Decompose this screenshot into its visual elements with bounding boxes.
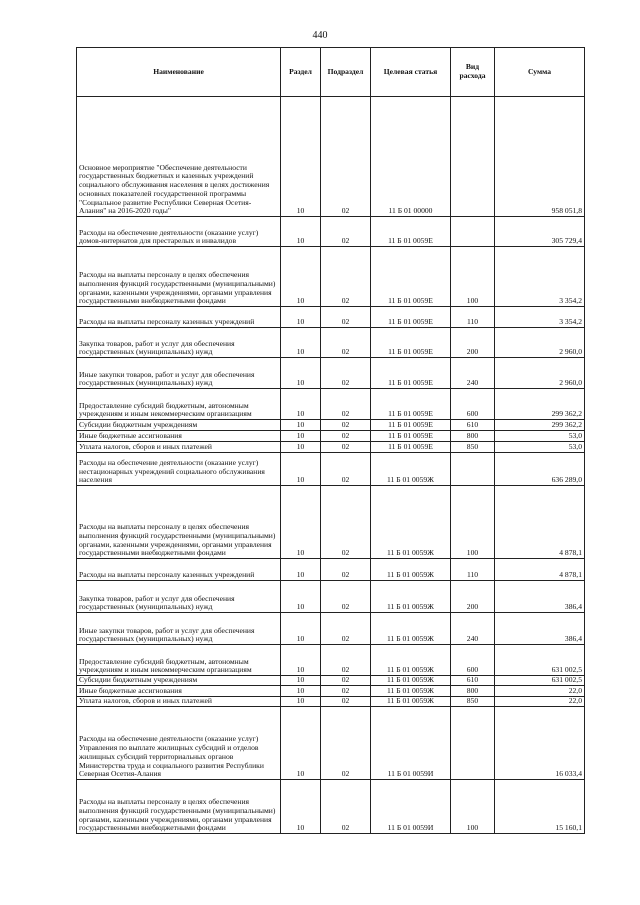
cell-subsection: 02 xyxy=(321,389,371,420)
cell-name: Расходы на обеспечение деятельности (оказание услуг) Управления по выплате жилищных субсидий и отделов жилищных субсидий территориальных органов Министерства труда и социального развития Республики Северная Осетия-Алания xyxy=(77,707,281,780)
col-header-subsection: Подраздел xyxy=(321,48,371,97)
cell-name: Уплата налогов, сборов и иных платежей xyxy=(77,697,281,707)
table-row xyxy=(77,420,585,431)
table-row xyxy=(77,697,585,707)
cell-section: 10 xyxy=(281,676,321,686)
cell-exptype: 240 xyxy=(451,613,495,645)
cell-exptype: 110 xyxy=(451,307,495,328)
cell-amount: 299 362,2 xyxy=(495,389,585,420)
cell-name: Уплата налогов, сборов и иных платежей xyxy=(77,442,281,453)
cell-section: 10 xyxy=(281,389,321,420)
cell-name: Субсидии бюджетным учреждениям xyxy=(77,420,281,431)
cell-section: 10 xyxy=(281,697,321,707)
table-row xyxy=(77,97,585,217)
cell-subsection: 02 xyxy=(321,697,371,707)
cell-target: 11 Б 01 0059Е xyxy=(371,247,451,307)
cell-amount: 2 960,0 xyxy=(495,358,585,389)
table-row xyxy=(77,780,585,834)
cell-name: Иные закупки товаров, работ и услуг для обеспечения государственных (муниципальных) нужд xyxy=(77,613,281,645)
cell-section: 10 xyxy=(281,707,321,780)
cell-exptype: 850 xyxy=(451,697,495,707)
cell-name: Закупка товаров, работ и услуг для обеспечения государственных (муниципальных) нужд xyxy=(77,328,281,358)
cell-amount: 4 878,1 xyxy=(495,559,585,581)
cell-exptype: 200 xyxy=(451,328,495,358)
cell-target: 11 Б 01 0059Е xyxy=(371,420,451,431)
col-header-name: Наименование xyxy=(77,48,281,97)
cell-subsection: 02 xyxy=(321,453,371,486)
cell-name: Расходы на выплаты персоналу в целях обеспечения выполнения функций государственными (муниципальными) органами, казенными учреждениями, органами управления государственными внебюджетными фондами xyxy=(77,247,281,307)
cell-target: 11 Б 01 00000 xyxy=(371,97,451,217)
cell-subsection: 02 xyxy=(321,486,371,559)
table-row xyxy=(77,217,585,247)
cell-subsection: 02 xyxy=(321,217,371,247)
cell-subsection: 02 xyxy=(321,559,371,581)
cell-amount: 3 354,2 xyxy=(495,247,585,307)
cell-name: Расходы на обеспечение деятельности (оказание услуг) домов-интернатов для престарелых и инвалидов xyxy=(77,217,281,247)
cell-subsection: 02 xyxy=(321,676,371,686)
cell-section: 10 xyxy=(281,613,321,645)
cell-subsection: 02 xyxy=(321,645,371,676)
cell-exptype: 850 xyxy=(451,442,495,453)
cell-name: Иные закупки товаров, работ и услуг для обеспечения государственных (муниципальных) нужд xyxy=(77,358,281,389)
cell-section: 10 xyxy=(281,581,321,613)
cell-name: Предоставление субсидий бюджетным, автономным учреждениям и иным некоммерческим организациям xyxy=(77,645,281,676)
cell-section: 10 xyxy=(281,420,321,431)
cell-amount: 386,4 xyxy=(495,581,585,613)
cell-subsection: 02 xyxy=(321,431,371,442)
cell-subsection: 02 xyxy=(321,358,371,389)
table-row xyxy=(77,453,585,486)
cell-exptype: 800 xyxy=(451,686,495,697)
cell-section: 10 xyxy=(281,645,321,676)
cell-amount: 4 878,1 xyxy=(495,486,585,559)
cell-amount: 636 289,0 xyxy=(495,453,585,486)
cell-name: Расходы на выплаты персоналу казенных учреждений xyxy=(77,559,281,581)
cell-name: Иные бюджетные ассигнования xyxy=(77,686,281,697)
cell-target: 11 Б 01 0059Е xyxy=(371,358,451,389)
col-header-target: Целевая статья xyxy=(371,48,451,97)
cell-target: 11 Б 01 0059Ж xyxy=(371,613,451,645)
cell-amount: 386,4 xyxy=(495,613,585,645)
col-header-section: Раздел xyxy=(281,48,321,97)
cell-exptype: 240 xyxy=(451,358,495,389)
cell-name: Расходы на выплаты персоналу в целях обеспечения выполнения функций государственными (муниципальными) органами, казенными учреждениями, органами управления государственными внебюджетными фондами xyxy=(77,780,281,834)
cell-subsection: 02 xyxy=(321,707,371,780)
cell-section: 10 xyxy=(281,217,321,247)
cell-subsection: 02 xyxy=(321,97,371,217)
table-row xyxy=(77,442,585,453)
cell-name: Иные бюджетные ассигнования xyxy=(77,431,281,442)
cell-amount: 16 033,4 xyxy=(495,707,585,780)
cell-exptype: 110 xyxy=(451,559,495,581)
cell-section: 10 xyxy=(281,97,321,217)
cell-amount: 22,0 xyxy=(495,686,585,697)
cell-amount: 305 729,4 xyxy=(495,217,585,247)
cell-section: 10 xyxy=(281,247,321,307)
table-row xyxy=(77,676,585,686)
table-row xyxy=(77,686,585,697)
cell-section: 10 xyxy=(281,486,321,559)
table-row xyxy=(77,486,585,559)
cell-section: 10 xyxy=(281,442,321,453)
cell-section: 10 xyxy=(281,431,321,442)
cell-amount: 958 051,8 xyxy=(495,97,585,217)
cell-section: 10 xyxy=(281,307,321,328)
cell-target: 11 Б 01 0059Ж xyxy=(371,453,451,486)
cell-exptype: 600 xyxy=(451,389,495,420)
cell-target: 11 Б 01 0059Ж xyxy=(371,559,451,581)
table-row xyxy=(77,645,585,676)
cell-target: 11 Б 01 0059Е xyxy=(371,217,451,247)
cell-section: 10 xyxy=(281,358,321,389)
cell-target: 11 Б 01 0059И xyxy=(371,780,451,834)
cell-subsection: 02 xyxy=(321,581,371,613)
cell-section: 10 xyxy=(281,453,321,486)
cell-amount: 3 354,2 xyxy=(495,307,585,328)
table-row xyxy=(77,613,585,645)
cell-exptype: 800 xyxy=(451,431,495,442)
table-row xyxy=(77,358,585,389)
cell-exptype xyxy=(451,217,495,247)
cell-amount: 15 160,1 xyxy=(495,780,585,834)
table-row xyxy=(77,247,585,307)
cell-exptype xyxy=(451,453,495,486)
cell-amount: 631 002,5 xyxy=(495,676,585,686)
cell-target: 11 Б 01 0059Е xyxy=(371,442,451,453)
cell-subsection: 02 xyxy=(321,780,371,834)
table-row xyxy=(77,581,585,613)
cell-target: 11 Б 01 0059Ж xyxy=(371,697,451,707)
table-header-row xyxy=(77,48,585,97)
cell-section: 10 xyxy=(281,328,321,358)
cell-target: 11 Б 01 0059Е xyxy=(371,431,451,442)
cell-subsection: 02 xyxy=(321,442,371,453)
cell-name: Расходы на обеспечение деятельности (оказание услуг) нестационарных учреждений социального обслуживания населения xyxy=(77,453,281,486)
cell-name: Основное мероприятие "Обеспечение деятельности государственных бюджетных и казенных учреждений социального обслуживания населения в целях достижения основных показателей государственной программы "Социальное развитие Республики Северная Осетия-Алания" на 2016-2020 годы" xyxy=(77,97,281,217)
cell-target: 11 Б 01 0059Ж xyxy=(371,645,451,676)
budget-table xyxy=(76,47,585,834)
cell-subsection: 02 xyxy=(321,613,371,645)
cell-target: 11 Б 01 0059И xyxy=(371,707,451,780)
table-row xyxy=(77,559,585,581)
cell-exptype: 200 xyxy=(451,581,495,613)
cell-exptype: 610 xyxy=(451,676,495,686)
col-header-exptype: Вид расхода xyxy=(451,48,495,97)
cell-amount: 53,0 xyxy=(495,442,585,453)
cell-exptype: 100 xyxy=(451,780,495,834)
cell-exptype: 100 xyxy=(451,486,495,559)
cell-name: Расходы на выплаты персоналу в целях обеспечения выполнения функций государственными (муниципальными) органами, казенными учреждениями, органами управления государственными внебюджетными фондами xyxy=(77,486,281,559)
cell-subsection: 02 xyxy=(321,420,371,431)
cell-target: 11 Б 01 0059Е xyxy=(371,389,451,420)
cell-exptype xyxy=(451,707,495,780)
cell-name: Субсидии бюджетным учреждениям xyxy=(77,676,281,686)
cell-amount: 53,0 xyxy=(495,431,585,442)
cell-subsection: 02 xyxy=(321,328,371,358)
cell-target: 11 Б 01 0059Ж xyxy=(371,676,451,686)
cell-target: 11 Б 01 0059Е xyxy=(371,328,451,358)
cell-name: Расходы на выплаты персоналу казенных учреждений xyxy=(77,307,281,328)
cell-target: 11 Б 01 0059Е xyxy=(371,307,451,328)
cell-section: 10 xyxy=(281,559,321,581)
cell-amount: 631 002,5 xyxy=(495,645,585,676)
table-row xyxy=(77,431,585,442)
cell-section: 10 xyxy=(281,780,321,834)
page-number: 440 xyxy=(312,30,328,41)
cell-amount: 22,0 xyxy=(495,697,585,707)
cell-exptype xyxy=(451,97,495,217)
table-row xyxy=(77,328,585,358)
table-body xyxy=(77,97,585,834)
col-header-amount: Сумма xyxy=(495,48,585,97)
cell-target: 11 Б 01 0059Ж xyxy=(371,581,451,613)
cell-amount: 2 960,0 xyxy=(495,328,585,358)
table-row xyxy=(77,307,585,328)
cell-name: Закупка товаров, работ и услуг для обеспечения государственных (муниципальных) нужд xyxy=(77,581,281,613)
cell-subsection: 02 xyxy=(321,686,371,697)
cell-subsection: 02 xyxy=(321,307,371,328)
cell-target: 11 Б 01 0059Ж xyxy=(371,486,451,559)
table-row xyxy=(77,389,585,420)
table-row xyxy=(77,707,585,780)
cell-name: Предоставление субсидий бюджетным, автономным учреждениям и иным некоммерческим организациям xyxy=(77,389,281,420)
cell-target: 11 Б 01 0059Ж xyxy=(371,686,451,697)
cell-section: 10 xyxy=(281,686,321,697)
cell-subsection: 02 xyxy=(321,247,371,307)
cell-exptype: 600 xyxy=(451,645,495,676)
cell-exptype: 610 xyxy=(451,420,495,431)
cell-exptype: 100 xyxy=(451,247,495,307)
cell-amount: 299 362,2 xyxy=(495,420,585,431)
